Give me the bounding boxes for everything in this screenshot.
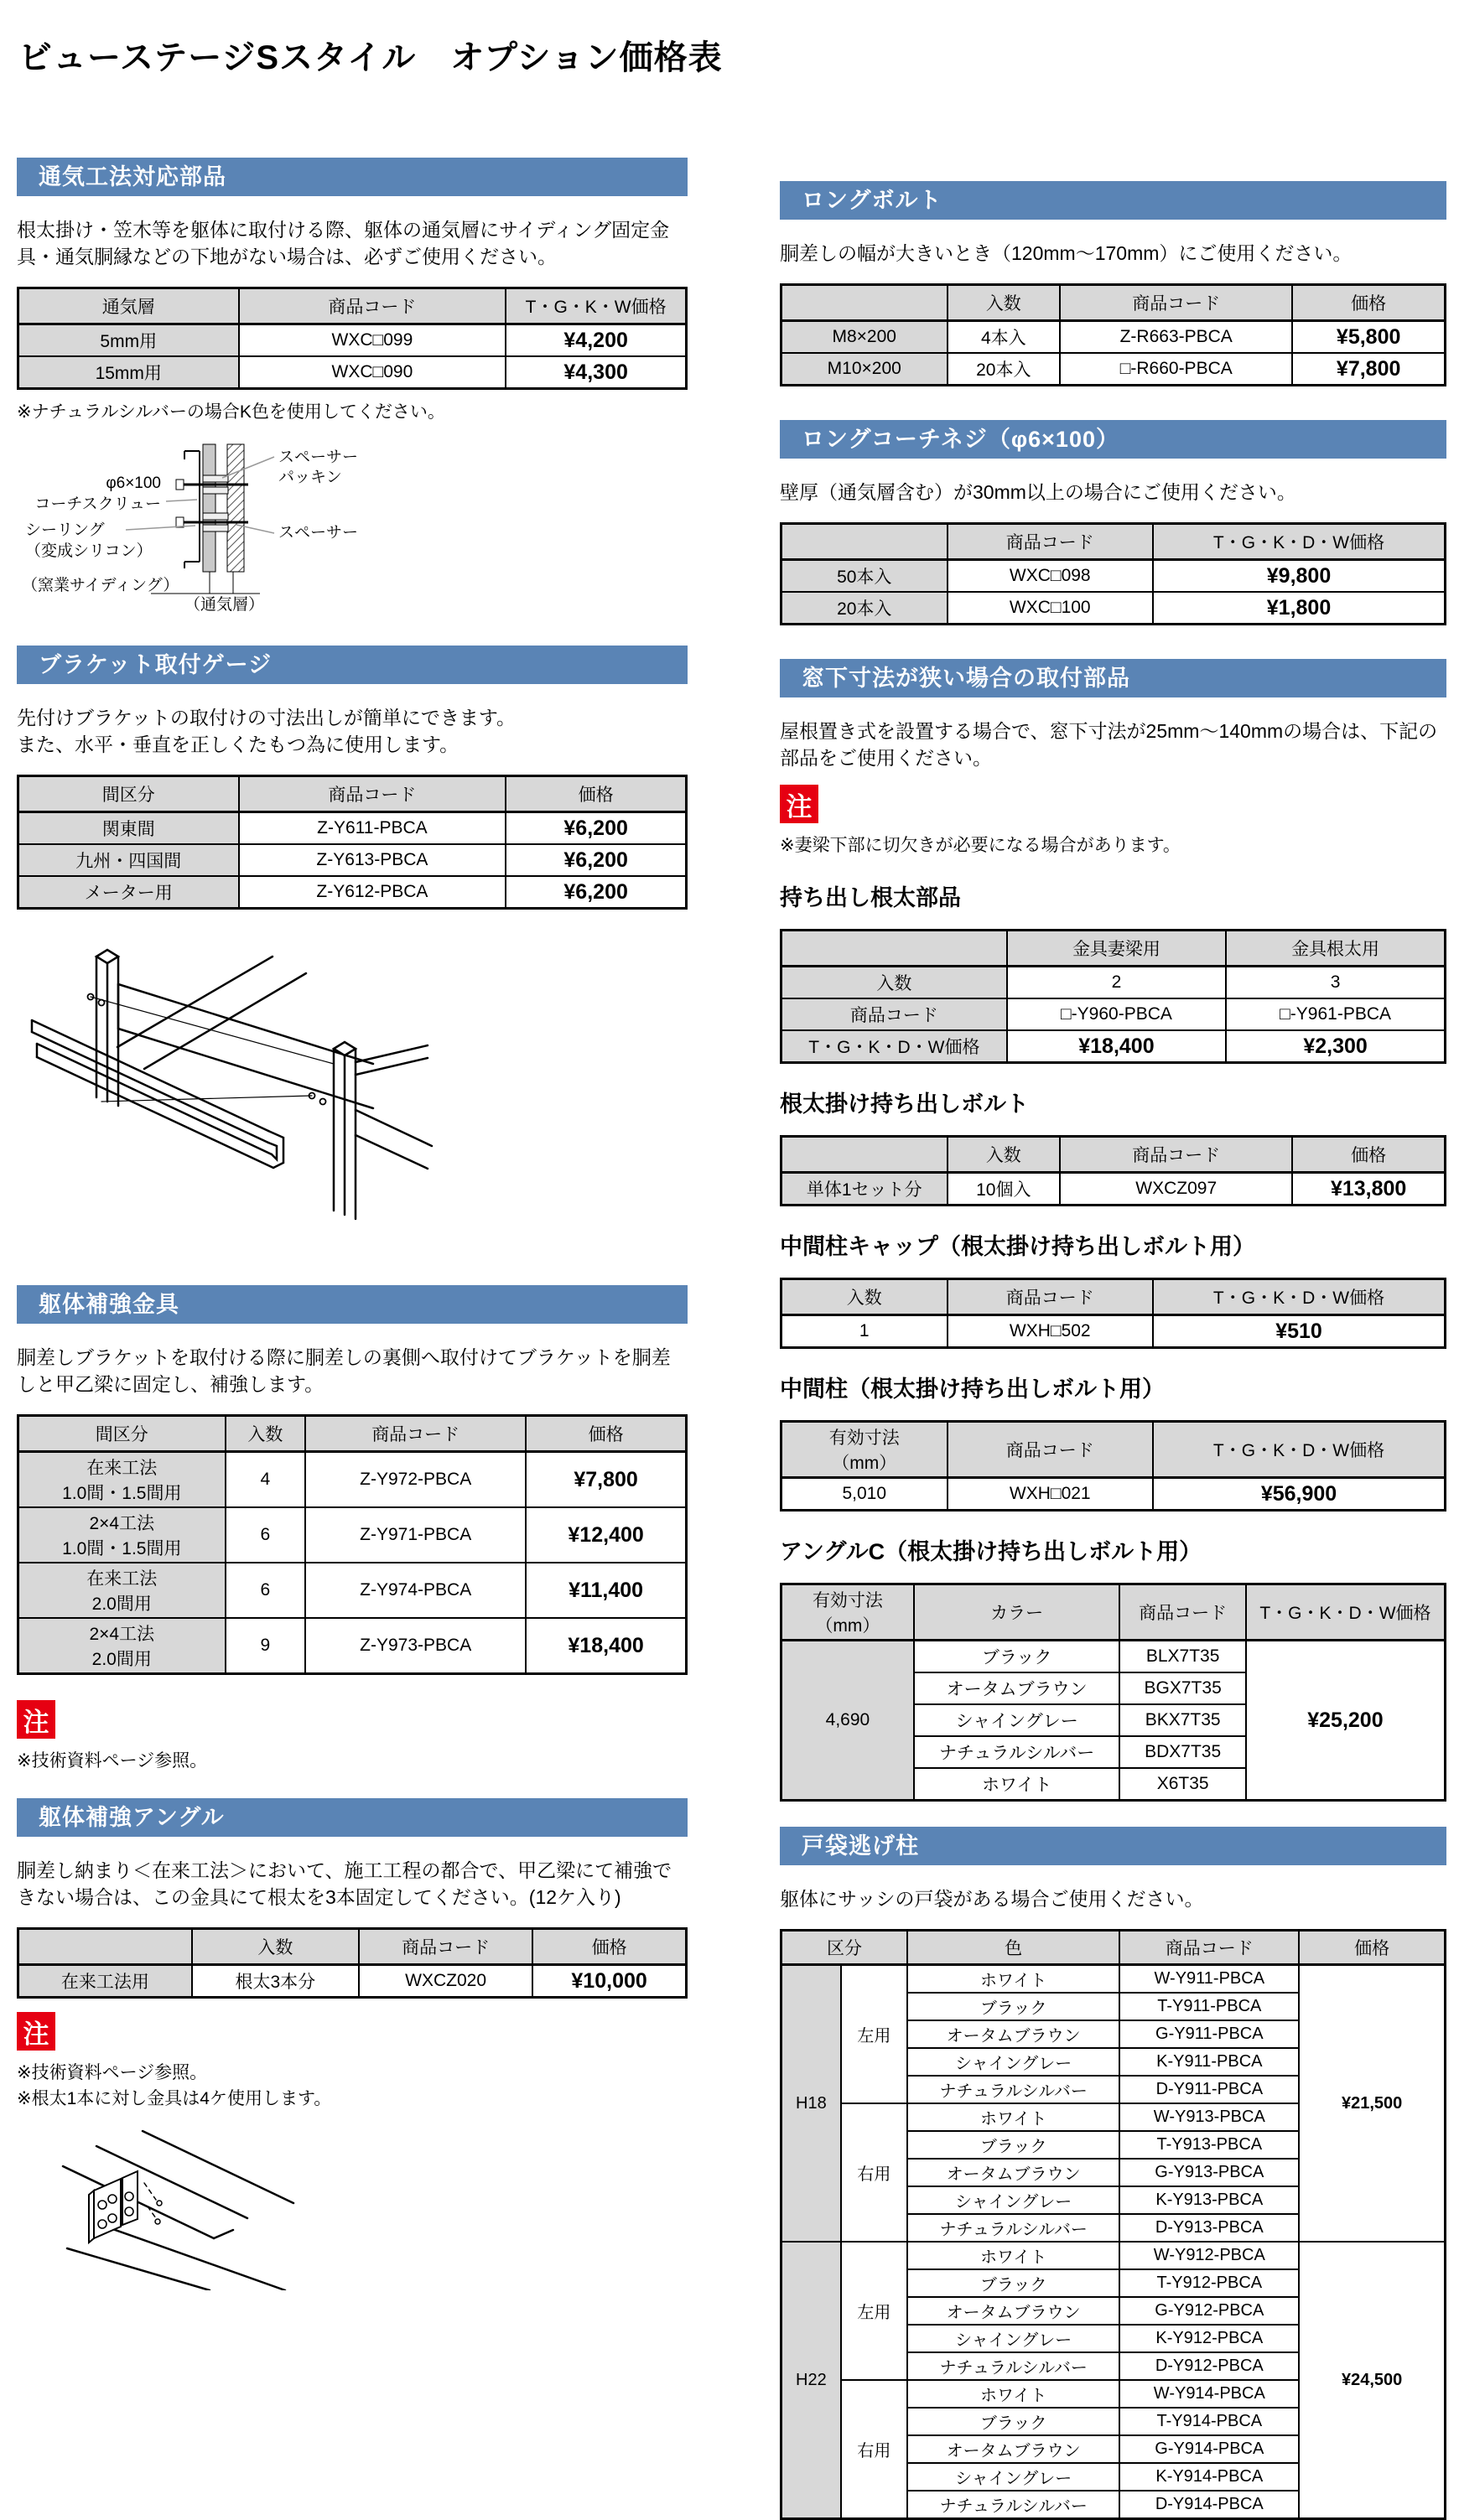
table-cell: D-Y914-PBCA: [1119, 2491, 1299, 2519]
column-header: 間区分: [18, 776, 239, 812]
table-cell: ¥21,500: [1299, 1965, 1445, 2243]
column-header: 価格: [506, 776, 686, 812]
table-row: [18, 812, 687, 845]
table-cell: ¥7,800: [526, 1452, 686, 1508]
table-cell: オータムブラウン: [907, 2159, 1119, 2186]
table-cell: D-Y913-PBCA: [1119, 2214, 1299, 2242]
table-cell: M8×200: [781, 321, 948, 354]
table-cell: WXC□098: [948, 560, 1154, 593]
table-cell: 4本入: [948, 321, 1061, 354]
table-row: [781, 353, 1446, 386]
column-header: 価格: [1292, 285, 1445, 321]
table-row: [781, 560, 1446, 593]
column-header: T・G・K・D・W価格: [1153, 1422, 1445, 1478]
gauge-description: [17, 704, 688, 758]
table-header-row: [781, 1584, 1446, 1641]
column-header: T・G・K・D・W価格: [1153, 1279, 1445, 1315]
column-header: 入数: [781, 1279, 948, 1315]
table-cell: オータムブラウン: [914, 1672, 1120, 1704]
wall-layer: [227, 444, 244, 572]
table-cell: 2×4工法 1.0間・1.5間用: [18, 1507, 226, 1563]
table-cell: ¥7,800: [1292, 353, 1445, 386]
column-header: 商品コード: [359, 1929, 532, 1965]
left-column: [17, 77, 688, 2290]
kanagu-description: 胴差しブラケットを取付ける際に胴差しの裏側へ取付けてブラケットを胴差しと甲乙梁に固定し、補強します。: [17, 1346, 671, 1395]
table-cell: ブラック: [914, 1641, 1120, 1673]
section-header-tobukuro-post: 戸袋逃げ柱: [780, 1827, 1446, 1865]
table-cell: 9: [226, 1618, 306, 1674]
table-header-row: [781, 1137, 1446, 1173]
subheading-joist-hanger-bolt: 根太掛け持ち出しボルト: [780, 1091, 1029, 1117]
table-cell: ¥5,800: [1292, 321, 1445, 354]
bracket-gauge-diagram: [17, 921, 436, 1273]
table-row: [781, 1965, 1446, 1994]
section-header-long-coach-screw: ロングコーチネジ（φ6×100）: [780, 420, 1446, 459]
table-cell: 右用: [841, 2103, 907, 2242]
table-cell: 根太3本分: [192, 1965, 359, 1998]
table-cell: K-Y911-PBCA: [1119, 2048, 1299, 2076]
table-cell: メーター用: [18, 876, 239, 909]
section-header-body-reinforce-angle: 躯体補強アングル: [17, 1798, 688, 1837]
mid-post-cap-table: [780, 1278, 1446, 1349]
table-cell: 15mm用: [18, 356, 239, 389]
column-header: 価格: [526, 1416, 686, 1452]
table-cell: BDX7T35: [1119, 1736, 1245, 1768]
column-header: 価格: [1299, 1931, 1445, 1965]
label-vent-layer: （通気層）: [184, 596, 265, 612]
column-header: 金具根太用: [1226, 931, 1445, 967]
vent-price-table: [17, 287, 688, 390]
column-header: 商品コード: [948, 1422, 1154, 1478]
column-header: [781, 285, 948, 321]
table-header-row: [781, 285, 1446, 321]
table-cell: ¥56,900: [1153, 1478, 1445, 1511]
table-cell: 在来工法用: [18, 1965, 192, 1998]
label-sealing: シーリング: [25, 521, 105, 539]
label-spacer-packing: スペーサー: [278, 449, 359, 466]
mid-post-table: [780, 1420, 1446, 1511]
table-cell: Z-Y613-PBCA: [239, 844, 506, 876]
table-cell: 4,690: [781, 1641, 914, 1801]
table-cell: ブラック: [907, 2131, 1119, 2159]
table-cell: Z-Y971-PBCA: [305, 1507, 526, 1563]
table-cell: ブラック: [907, 2408, 1119, 2435]
column-header: 入数: [192, 1929, 359, 1965]
column-header: [781, 931, 1007, 967]
table-cell: 4: [226, 1452, 306, 1508]
label-packing: パッキン: [278, 469, 342, 486]
table-cell: G-Y911-PBCA: [1119, 2020, 1299, 2048]
caution-badge: 注: [17, 1700, 55, 1739]
table-cell: W-Y914-PBCA: [1119, 2380, 1299, 2408]
table-cell: シャイングレー: [907, 2325, 1119, 2352]
table-cell: シャイングレー: [907, 2463, 1119, 2491]
column-header: 商品コード: [1060, 1137, 1292, 1173]
table-header-row: [18, 776, 687, 812]
subheading-mid-post: 中間柱（根太掛け持ち出しボルト用）: [780, 1377, 1165, 1402]
table-cell: Z-R663-PBCA: [1060, 321, 1292, 354]
table-cell: M10×200: [781, 353, 948, 386]
table-cell: BGX7T35: [1119, 1672, 1245, 1704]
table-cell: ブラック: [907, 2269, 1119, 2297]
table-row: [18, 1563, 687, 1618]
column-header: T・G・K・D・W価格: [1153, 524, 1445, 560]
vent-description: 根太掛け・笠木等を躯体に取付ける際、躯体の通気層にサイディング固定金具・通気胴縁などの下地がない場合は、必ずご使用ください。: [17, 219, 670, 267]
table-cell: 5mm用: [18, 324, 239, 357]
wall-section-diagram: [17, 436, 470, 612]
table-cell: Z-Y612-PBCA: [239, 876, 506, 909]
table-cell: ¥13,800: [1292, 1173, 1445, 1206]
table-cell: ¥6,200: [506, 812, 686, 845]
longbolt-description: 胴差しの幅が大きいとき（120mm～170mm）にご使用ください。: [780, 242, 1353, 264]
page-title: ビューステージSスタイル オプション価格表: [18, 39, 723, 76]
gauge-price-table: [17, 775, 688, 910]
table-cell: WXC□090: [239, 356, 506, 389]
table-cell: ¥6,200: [506, 876, 686, 909]
longscrew-description: 壁厚（通気層含む）が30mm以上の場合にご使用ください。: [780, 481, 1296, 503]
angle-price-table: [17, 1927, 688, 1999]
table-header-row: [781, 1931, 1446, 1965]
section-header-body-reinforce-bracket: 躯体補強金具: [17, 1285, 688, 1324]
column-header: 入数: [226, 1416, 306, 1452]
kanagu-price-table: [17, 1414, 688, 1675]
table-cell: WXH□021: [948, 1478, 1154, 1511]
table-cell: ホワイト: [907, 2103, 1119, 2131]
table-row: [18, 1452, 687, 1508]
table-row: [781, 1315, 1446, 1348]
table-cell: ホワイト: [907, 2242, 1119, 2269]
column-header: 商品コード: [948, 1279, 1154, 1315]
caution-badge: 注: [17, 2012, 55, 2051]
label-siding: （窯業サイディング）: [22, 577, 179, 594]
table-cell: ¥18,400: [1007, 1030, 1226, 1063]
content-columns: [0, 77, 1459, 2520]
column-header: 有効寸法（mm）: [781, 1584, 914, 1641]
column-header: [781, 524, 948, 560]
table-cell: BLX7T35: [1119, 1641, 1245, 1673]
table-cell: ¥4,200: [506, 324, 686, 357]
table-row: [18, 1618, 687, 1674]
table-cell: 2: [1007, 967, 1226, 999]
angle-note1: ※技術資料ページ参照。: [17, 2063, 208, 2082]
table-cell: 商品コード: [781, 998, 1007, 1030]
table-header-row: [781, 931, 1446, 967]
table-cell: BKX7T35: [1119, 1704, 1245, 1736]
column-header: [781, 1137, 948, 1173]
table-cell: 入数: [781, 967, 1007, 999]
table-cell: 20本入: [781, 592, 948, 625]
table-cell: W-Y913-PBCA: [1119, 2103, 1299, 2131]
table-cell: D-Y911-PBCA: [1119, 2076, 1299, 2103]
table-row: [18, 356, 687, 389]
table-cell: 2×4工法 2.0間用: [18, 1618, 226, 1674]
siding-layer: [203, 444, 215, 572]
table-row: [781, 967, 1446, 999]
table-cell: ホワイト: [907, 2380, 1119, 2408]
column-header: [18, 1929, 192, 1965]
table-cell: □-Y960-PBCA: [1007, 998, 1226, 1030]
table-cell: ¥11,400: [526, 1563, 686, 1618]
caution-badge: 注: [780, 785, 818, 823]
kanagu-note: ※技術資料ページ参照。: [17, 1751, 208, 1771]
table-row: [781, 1478, 1446, 1511]
table-cell: ホワイト: [907, 1965, 1119, 1994]
table-cell: ナチュラルシルバー: [907, 2352, 1119, 2380]
table-cell: 関東間: [18, 812, 239, 845]
table-cell: 左用: [841, 2242, 907, 2380]
table-cell: 九州・四国間: [18, 844, 239, 876]
table-cell: Z-Y611-PBCA: [239, 812, 506, 845]
joist-hanger-bolt-table: [780, 1135, 1446, 1206]
table-cell: WXC□099: [239, 324, 506, 357]
column-header: 間区分: [18, 1416, 226, 1452]
column-header: 色: [907, 1931, 1119, 1965]
angle-note2: ※根太1本に対し金具は4ケ使用します。: [17, 2089, 332, 2108]
table-row: [18, 324, 687, 357]
table-row: [781, 1030, 1446, 1063]
table-cell: K-Y912-PBCA: [1119, 2325, 1299, 2352]
column-header: カラー: [914, 1584, 1120, 1641]
table-cell: シャイングレー: [907, 2048, 1119, 2076]
table-cell: H22: [781, 2242, 841, 2519]
table-cell: W-Y911-PBCA: [1119, 1965, 1299, 1994]
table-cell: ナチュラルシルバー: [914, 1736, 1120, 1768]
column-header: 商品コード: [948, 524, 1154, 560]
vent-note: ※ナチュラルシルバーの場合K色を使用してください。: [17, 402, 445, 422]
column-header: 価格: [1292, 1137, 1445, 1173]
label-screw-size: φ6×100: [106, 474, 161, 492]
table-row: [781, 592, 1446, 625]
subheading-cantilever-joist-parts: 持ち出し根太部品: [780, 885, 961, 910]
cantilever-joist-table: [780, 929, 1446, 1064]
table-cell: シャイングレー: [907, 2186, 1119, 2214]
table-cell: T-Y911-PBCA: [1119, 1993, 1299, 2020]
table-cell: T-Y912-PBCA: [1119, 2269, 1299, 2297]
bracket-profile: [184, 451, 200, 568]
madoshita-description: 屋根置き式を設置する場合で、窓下寸法が25mm～140mmの場合は、下記の部品をご使用ください。: [780, 720, 1438, 769]
longbolt-price-table: [780, 283, 1446, 386]
table-cell: WXH□502: [948, 1315, 1154, 1348]
table-cell: 3: [1226, 967, 1445, 999]
subheading-angle-c: アングルC（根太掛け持ち出しボルト用）: [780, 1539, 1202, 1564]
column-header: 商品コード: [239, 776, 506, 812]
table-header-row: [781, 1279, 1446, 1315]
table-cell: H18: [781, 1965, 841, 2243]
table-cell: 50本入: [781, 560, 948, 593]
table-cell: 右用: [841, 2380, 907, 2519]
column-header: T・G・K・W価格: [506, 288, 686, 324]
table-cell: K-Y914-PBCA: [1119, 2463, 1299, 2491]
column-header: 入数: [948, 1137, 1061, 1173]
angle-description: 胴差し納まり＜在来工法＞において、施工工程の都合で、甲乙梁にて補強できない場合は、この金具にて根太を3本固定してください。(12ケ入り): [17, 1859, 672, 1908]
table-cell: オータムブラウン: [907, 2435, 1119, 2463]
label-silicone: （変成シリコン）: [25, 542, 153, 560]
column-header: 商品コード: [1119, 1931, 1299, 1965]
table-cell: D-Y912-PBCA: [1119, 2352, 1299, 2380]
table-cell: Z-Y972-PBCA: [305, 1452, 526, 1508]
column-header: 商品コード: [1119, 1584, 1245, 1641]
table-row: [781, 998, 1446, 1030]
table-cell: 左用: [841, 1965, 907, 2104]
column-header: T・G・K・D・W価格: [1246, 1584, 1446, 1641]
table-cell: ¥25,200: [1246, 1641, 1446, 1801]
table-cell: ¥12,400: [526, 1507, 686, 1563]
table-cell: ナチュラルシルバー: [907, 2214, 1119, 2242]
table-cell: WXCZ020: [359, 1965, 532, 1998]
table-cell: ¥6,200: [506, 844, 686, 876]
table-row: [781, 1641, 1446, 1673]
section-header-bracket-gauge: ブラケット取付ゲージ: [17, 646, 688, 684]
angle-c-table: [780, 1583, 1446, 1802]
table-cell: Z-Y974-PBCA: [305, 1563, 526, 1618]
column-header: 入数: [948, 285, 1061, 321]
table-cell: WXC□100: [948, 592, 1154, 625]
table-cell: 1: [781, 1315, 948, 1348]
table-cell: ¥24,500: [1299, 2242, 1445, 2519]
table-cell: 6: [226, 1563, 306, 1618]
section-header-narrow-window-parts: 窓下寸法が狭い場合の取付部品: [780, 659, 1446, 697]
column-header: 金具妻梁用: [1007, 931, 1226, 967]
table-cell: ナチュラルシルバー: [907, 2076, 1119, 2103]
tobukuro-price-table: [780, 1929, 1446, 2520]
table-header-row: [781, 524, 1446, 560]
column-header: 商品コード: [1060, 285, 1292, 321]
table-row: [781, 321, 1446, 354]
table-cell: ¥1,800: [1153, 592, 1445, 625]
table-cell: ナチュラルシルバー: [907, 2491, 1119, 2519]
table-cell: 在来工法 1.0間・1.5間用: [18, 1452, 226, 1508]
table-row: [18, 876, 687, 909]
table-cell: □-R660-PBCA: [1060, 353, 1292, 386]
table-cell: G-Y913-PBCA: [1119, 2159, 1299, 2186]
table-cell: ¥10,000: [532, 1965, 686, 1998]
diagram-labels: [22, 449, 358, 612]
column-header: 価格: [532, 1929, 686, 1965]
table-cell: 6: [226, 1507, 306, 1563]
column-header: 通気層: [18, 288, 239, 324]
label-coach-screw: コーチスクリュー: [34, 495, 161, 513]
table-header-row: [18, 1416, 687, 1452]
table-cell: オータムブラウン: [907, 2020, 1119, 2048]
table-cell: G-Y914-PBCA: [1119, 2435, 1299, 2463]
table-cell: 単体1セット分: [781, 1173, 948, 1206]
table-row: [18, 1507, 687, 1563]
table-cell: T-Y914-PBCA: [1119, 2408, 1299, 2435]
table-row: [18, 844, 687, 876]
table-row: [781, 1173, 1446, 1206]
table-cell: ¥510: [1153, 1315, 1445, 1348]
table-header-row: [781, 1422, 1446, 1478]
table-cell: □-Y961-PBCA: [1226, 998, 1445, 1030]
table-cell: シャイングレー: [914, 1704, 1120, 1736]
longscrew-price-table: [780, 522, 1446, 625]
table-cell: K-Y913-PBCA: [1119, 2186, 1299, 2214]
table-cell: ¥4,300: [506, 356, 686, 389]
table-cell: ブラック: [907, 1993, 1119, 2020]
angle-bracket-diagram: [17, 2123, 369, 2290]
table-cell: WXCZ097: [1060, 1173, 1292, 1206]
table-cell: ¥18,400: [526, 1618, 686, 1674]
table-header-row: [18, 1929, 687, 1965]
column-header: 商品コード: [305, 1416, 526, 1452]
table-cell: T-Y913-PBCA: [1119, 2131, 1299, 2159]
table-cell: W-Y912-PBCA: [1119, 2242, 1299, 2269]
table-cell: ホワイト: [914, 1768, 1120, 1801]
table-cell: ¥9,800: [1153, 560, 1445, 593]
label-spacer: スペーサー: [278, 524, 359, 542]
table-row: [781, 2242, 1446, 2269]
section-header-long-bolt: ロングボルト: [780, 181, 1446, 220]
table-cell: X6T35: [1119, 1768, 1245, 1801]
table-cell: 在来工法 2.0間用: [18, 1563, 226, 1618]
table-cell: ¥2,300: [1226, 1030, 1445, 1063]
table-cell: 10個入: [948, 1173, 1061, 1206]
right-column: [780, 77, 1446, 2520]
column-header: 有効寸法 （mm）: [781, 1422, 948, 1478]
subheading-mid-post-cap: 中間柱キャップ（根太掛け持ち出しボルト用）: [780, 1234, 1255, 1259]
gauge-desc-line1: 先付けブラケットの取付けの寸法出しが簡単にできます。: [17, 707, 517, 729]
table-cell: T・G・K・D・W価格: [781, 1030, 1007, 1063]
column-header: 区分: [781, 1931, 907, 1965]
table-cell: 20本入: [948, 353, 1061, 386]
table-cell: G-Y912-PBCA: [1119, 2297, 1299, 2325]
table-cell: オータムブラウン: [907, 2297, 1119, 2325]
table-row: [18, 1965, 687, 1998]
section-header-vent-parts: 通気工法対応部品: [17, 158, 688, 196]
table-cell: Z-Y973-PBCA: [305, 1618, 526, 1674]
gauge-desc-line2: また、水平・垂直を正しくたもつ為に使用します。: [17, 734, 460, 755]
column-header: 商品コード: [239, 288, 506, 324]
table-cell: 5,010: [781, 1478, 948, 1511]
madoshita-note: ※妻梁下部に切欠きが必要になる場合があります。: [780, 836, 1181, 855]
tobukuro-description: 躯体にサッシの戸袋がある場合ご使用ください。: [780, 1888, 1204, 1910]
table-header-row: [18, 288, 687, 324]
